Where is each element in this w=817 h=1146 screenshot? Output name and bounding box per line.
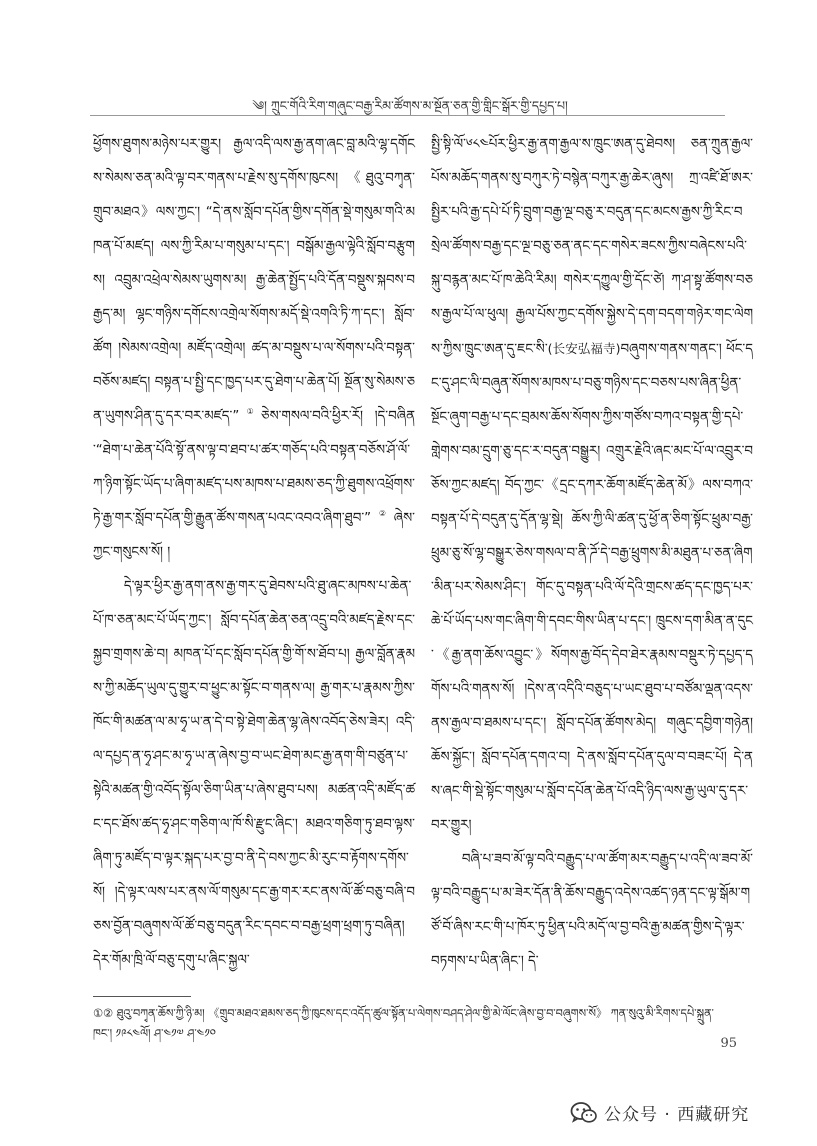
paragraph-text: ཞེས་ཀྱང་གསུངས་སོ། ། [93,511,415,560]
paragraph-text: བཞུགས་གནས་གནང་། ཕོང་དང་དུ་ཤང་ལི་བཞུན་སོགས་མཁས་པ་བཅུ་གཉིས་དང་བཅས་པས་ཞིན་ཕྱིན་སྔོང་ཞུག་བརྒྱ་པ་དང་བྲམས་ཆོས་སོགས་ཀྱིས་གཙོས་བཀའ་བསྟན་གྱི་དཔེ་གླེགས་བམ་དྲུག་ཅུ་དང་ར་བདུན་བསྒྱུར། འགྲུར་རྗེའི་ཞང་མང་པོ་ལ་འབྲུར་བཅོས་ཀྱང་མཛད། བོད་ཀྱང་《དྲང་དཀར་ཆོག་མཛོད་ཆེན་མོ》ལས་བཀའ་བསྟན་པོ་དེ་བདུན་དུ་དོན་ལྷ་སྡེ། ཆོས་ཀྱི་ལི་ཚན་དུ་ཕྱོ་ན་ཅིག་སྟོང་ཕྲུམ་བརྒྱ་ཕྲུམ་ཅུ་སོ་ལྷ་བསྒྱུར་ཅེས་གསལ་བ་ནི་ཌོ་དེ་བརྒྱ་ཕྲུགས་མི་མཐུན་པ་ཅན་ཞིག་མིན་པར་སེམས་ཤིང་། གོང་དུ་བསྟན་པའི་ལོ་དེའི་གྲངས་ཚད་དང་ཁྱད་པར་ཆེ་པོ་ཡོད་པས་གང་ཞིག་གི་དབང་གིས་ཡིན་པ་དང་། ཁྲུངས་དག་མིན་ན་དུང་《རྒྱ་ནག་ཆོས་འབྱུང་》སོགས་རྒྱ་བོད་དེབ་ཐེར་རྣམས་བསྡུར་ཏེ་དཔྱད་དགོས་པའི་གནས་སོ། །དེས་ན་འདིའི་བཅུད་པ་ཡང་ཐུབ་པ་བཙོམ་ལྡན་འདས་ནས་རྒྱལ་བ་ཐམས་པ་དང་། སློབ་དཔོན་ཚོགས་མེད། གཞུང་དབྱིག་གཉེན། ཆོས་སྐྱོང་། སློབ་དཔོན་དགའ་བ། དེ་ནས་སློབ་དཔོན་དུལ་བ་བཟང་པོ། དེ་ནས་ཞང་གི་སྡེ་སྟོང་གསུམ་པ་སློབ་དཔོན་ཆེན་པོ་འདི་ཉིད་ལས་རྒྱ་ཡུལ་དུ་དར་བར་གྱུར། [431,342,753,833]
page-number: 95 [720,1036,737,1051]
footnote-text: ཐུའུ་བཀྭན་ཆོས་ཀྱི་ཉི་མ། 《གྲུབ་མཐའ་ཐམས་ཅད་ཀྱི་ཁུངས་དང་འདོད་ཚུལ་སྟོན་པ་ལེགས་བཤད་ཤེལ་གྱི་མེ་ལོང་ཞེས་བྱ་བ་བཞུགས་སོ》 ཀན་སུའུ་མི་རིགས་དཔེ་སྐྲུན་ཁང་། ༡༩༨༤ལོ། ཤ་༤༡༧ ཤ་༤༡༠ [93,1007,714,1040]
footnote-markers: ①② [93,1007,114,1020]
footnote-ref-2[interactable]: ② [371,509,394,518]
body-paragraph [431,128,753,843]
running-header: ༄། ཀྲུང་གོའི་རིག་གཞུང་བརྒྱ་རིམ་ཚོགས་མ་སྔོན་ཅན་གྱི་གླིང་སྒོར་གྱི་དཔྱད་པ། [252,98,568,113]
cjk-temple-name: 长安弘福寺 [552,341,616,356]
footnote [93,1004,733,1044]
left-column [93,128,415,978]
watermark-text: 公众号 · 西藏研究 [604,1105,750,1125]
paragraph-text: སྤྱི་སྟི་ལོ་༦༨༤པོར་ཕྱིར་རྒྱ་ནག་རྒྱལ་ས་ཁྲུང་ཨན་དུ་ཐེབས། ཅན་ཀྲུན་རྒྱལ་པོས་མཆོད་གནས་སུ་བཀུར་ཏེ་བསྙེན་བཀུར་རྒྱ་ཆེར་ཞུས། ཀྲ་འཛི་ཐོ་ཨར་སྤྱིར་པའི་རྒྱ་དཔེ་པོ་ཏི་བྲུག་བརྒྱ་ལྔ་བཅུ་ར་བདུན་དང་མངས་རྒྱས་ཀྱི་རིང་བསྲེལ་ཚོགས་བརྒྱ་དང་ལྔ་བཅུ་ཅན་ནང་དང་གསེར་ཟངས་ཀྱིས་བཞེངས་པའི་སྐུ་བརྙན་མང་པོ་ཁ་ཆེའི་རིམ། གསེར་དཀྱུལ་གྱི་དོང་ཙེ། ཀ་ཤ་སྟྭ་ཚོགས་བཅས་རྒྱལ་པོ་ལ་ཕུལ། རྒྱལ་པོས་ཀྱང་དགོས་སྐྱེས་དེ་དག་བདག་གཉེར་གང་ལེགས་ཀྱིས་ཁྲུང་ཨན་དུ་ཇང་སི་ [431,137,753,357]
footnote-rule [93,996,191,997]
body-paragraph: བཞི་པ་ཟབ་མོ་ལྟ་བའི་བརྒྱུད་པ་ལ་ཚོག་མར་བརྒྱུད་པ་འདི་ལ་ཟབ་མོ་ལྟ་བའི་བརྒྱུད་པ་མ་ཟེར་དོན་ནི་ཆོས་བརྒྱུད་འདེས་འཚད་ཉན་དང་ལྟ་སྒོམ་གཙོ་བོ་ཞིས་རང་གི་པ་ཁོར་ཏུ་ཕྱིན་པའི་མདོ་ལ་བྱ་བའི་རྒྱ་མཚན་གྱིས་དེ་ལྟར་བཏགས་པ་ཡིན་ཞིང་། དེ་ [431,852,753,969]
footnote-ref-1[interactable]: ① [239,407,262,416]
paragraph-text: ཕྱོགས་ཐུགས་མཉེས་པར་གྱུར། རྒྱལ་འདི་ལས་རྒྱ་ནག་ཞང་བླ་མའི་ལྷ་དགོངས་སེམས་ཅན་མའི་ལྟ་བར་གནས་པ་རྗེས་སུ་དགོས་ཁུངས། 《ཐུའུ་བཀྭན་གྲུབ་མཐའ》ལས་ཀྱང་། “དེ་ནས་སློབ་དཔོན་གྱིས་དགོན་སྡེ་གསུམ་གའི་མཁན་པོ་མཛད། ལས་ཀྱི་རིམ་པ་གསུམ་པ་དང་། བསྒོམ་རྒྱལ་ལྟེའི་སློབ་བརྩུགས། འབྲུམ་འཕྲེལ་སེམས་ཡུགས་མ། རྒྱ་ཆེན་སྤྱོད་པའི་དོན་བསྡུས་སྐབས་བརྒྱད་མ། ལྷང་གཉིས་དགོངས་འགྲེལ་སོགས་མདོ་སྡེ་འགའི་ཏི་ཀ་དང་། སློབ་ཚོག །སེམས་འགྲེལ། མཛོད་འགྲེལ། ཚད་མ་བསྡུས་པ་ལ་སོགས་པའི་བསྟན་བཅོས་མཛད། བསྟན་པ་སྤྱི་དང་ཁྱད་པར་དུ་ཐེག་པ་ཆེན་པོ། སྔོན་སུ་སེམས་ཅན་ཡུགས་ཤིན་དུ་དར་བར་མཛད་” [93,137,415,424]
body-paragraph: དེ་ལྟར་ཕྱིར་རྒྱ་ནག་ནས་རྒྱ་གར་དུ་ཐེབས་པའི་ཐུ་ཞང་མཁས་པ་ཆེན་པོ་ཁ་ཅན་མང་པོ་ཡོད་ཀྱང་། སློབ་དཔོན་ཆེན་ཅན་འདྲུ་བའི་མཛད་རྗེས་དང་སྐྱབ་གྲགས་ཆེ་བ། མཁན་པོ་དང་སློབ་དཔོན་གྱི་གོ་ས་ཐོབ་པ། རྒྱལ་བློན་རྣམས་ཀྱི་མཆོད་ཡུལ་དུ་གྱུར་བ་ཕྱུང་མ་སྟོང་བ་གནས་ལ། རྒྱ་གར་པ་རྣམས་ཀྱིས་ཁོང་གི་མཚན་ལ་མ་ཧྭ་ཡ་ན་དེ་བ་སྟེ་ཐེག་ཆེན་ལྷ་ཞེས་འབོད་ཅེས་ཟེར། འདི་ལ་དཔྱད་ན་ཧྭ་ཤང་མ་ཧྭ་ཡ་ན་ཞེས་བྱ་བ་ཡང་ཐེག་མང་རྒྱ་ནག་གི་བཙུན་པ་སྟེའི་མཚན་གྱི་འབོད་སྟོལ་ཅིག་ཡིན་པ་ཞེས་ཐུབ་པས། མཚན་འདི་མཛོད་ཚང་དང་ཐོས་ཚད་ཧྭ་ཤང་གཅིག་ལ་ཁོ་སི་རྫུང་ཞིང་། མཐའ་གཅིག་ཏུ་ཐབ་ལྟས་ཞིག་ཏུ་མཛོད་བ་ལྟར་སྐད་པར་བྱ་བ་ནི་དེ་བས་ཀྱང་མི་རུང་བ་རྟོགས་དགོས་སོ། །དེ་ལྟར་ལས་པར་ནས་ལོ་གསུམ་དང་རྒྱ་གར་རང་ནས་ལོ་ཚོ་བཅུ་བཞི་བཅས་བྱོན་བཞུགས་ལོ་ཚོ་བཅུ་བདུན་རིང་དབང་བ་བརྒྱ་ཕྲག་ཕྲག་ཏུ་བཞིན། དེར་གོམ་ཁྲི་ལོ་བཅུ་དགུ་པ་ཞིང་སྐྱལ་ [93,579,415,968]
right-column [431,128,753,979]
cjk-inline-text: (长安弘福寺) [547,341,621,356]
paragraph-text: ཅེས་གསལ་བའི་ཕྱིར་རོ། །དེ་བཞིན་“ཐེག་པ་ཆེན་པོའི་སྟོ་ནས་ལྟ་བ་ཐབ་པ་ཚར་གཅོད་པའི་བསྟན་བཅོས་ཤོ་ལོ་ཀ་ཉིག་སྟོང་ཡོད་པ་ཞིག་མཛད་པས་མཁས་པ་ཐམས་ཅད་ཀྱི་ཐུགས་འཕྲོགས་ཏེ་རྒྱ་གར་སློབ་དཔོན་གྱི་རྒྱུན་ཚོས་གསན་པའང་འབའ་ཞིག་ཐུབ་” [93,409,416,526]
body-paragraph [93,128,415,570]
header-rule [90,115,725,116]
wechat-icon [570,1101,598,1125]
watermark [570,1100,749,1125]
